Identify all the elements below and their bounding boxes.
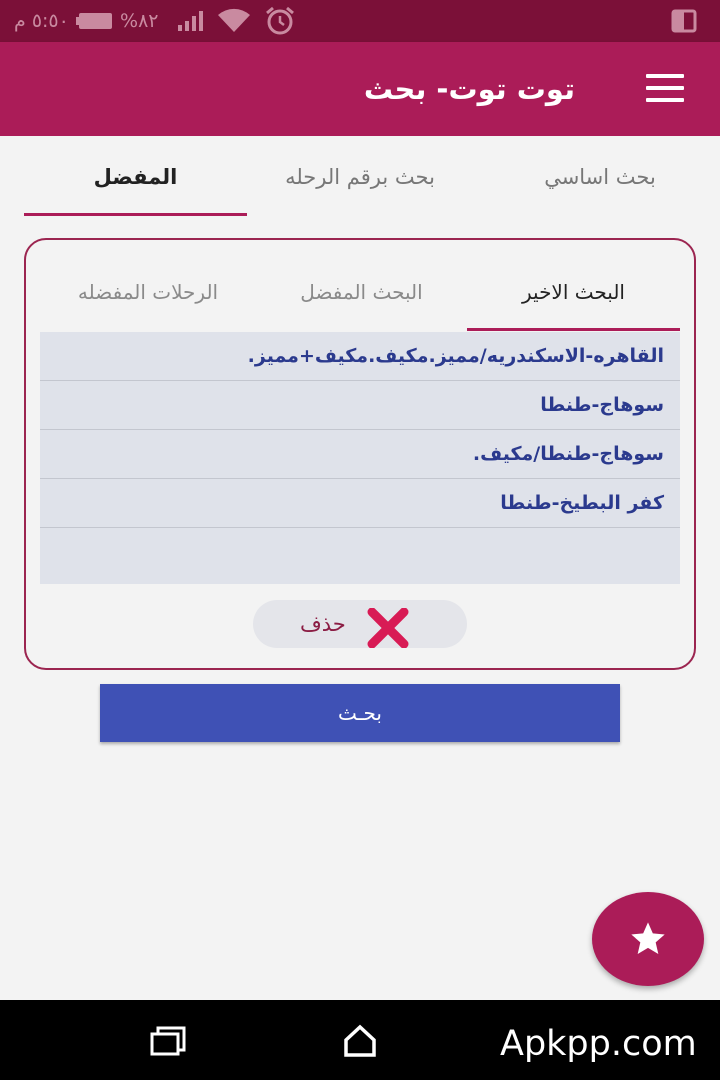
search-history-list [40, 332, 680, 584]
search-button[interactable]: بحـث [100, 684, 620, 742]
sim-icon [670, 0, 700, 42]
star-icon [628, 919, 668, 959]
home-icon[interactable] [342, 1024, 378, 1062]
wifi-icon [216, 0, 252, 42]
status-bar [0, 0, 720, 42]
main-tabs [0, 136, 720, 218]
favorite-fab-button[interactable] [592, 892, 704, 986]
alarm-icon [264, 0, 296, 42]
history-item[interactable]: القاهره-الاسكندريه/مميز.مكيف.مكيف+مميز. [40, 332, 680, 381]
history-item[interactable]: سوهاج-طنطا/مكيف. [40, 430, 680, 479]
status-time: ٥:٥٠ م [14, 10, 69, 32]
battery-icon [76, 0, 114, 42]
subtab-recent-search[interactable]: البحث الاخير [522, 280, 625, 304]
subtab-favorite-trips[interactable]: الرحلات المفضله [77, 280, 219, 304]
history-item[interactable]: كفر البطيخ-طنطا [40, 479, 680, 528]
active-subtab-indicator [467, 328, 680, 331]
app-bar [0, 42, 720, 136]
page-title: توت توت- بحث [363, 72, 575, 106]
watermark: Apkpp.com [500, 1024, 697, 1064]
subtab-favorite-search[interactable]: البحث المفضل [300, 280, 423, 304]
signal-icon [176, 0, 208, 42]
tab-trip-number-search[interactable]: بحث برقم الرحله [285, 165, 435, 189]
delete-button-label: حذف [300, 612, 346, 636]
active-tab-indicator [24, 213, 247, 216]
menu-icon[interactable] [644, 74, 686, 104]
recents-icon[interactable] [150, 1026, 186, 1060]
tab-favorites[interactable]: المفضل [93, 165, 178, 189]
close-x-icon [366, 608, 410, 648]
history-item-empty [40, 528, 680, 577]
battery-percent: %٨٢ [120, 10, 159, 32]
tab-basic-search[interactable]: بحث اساسي [544, 165, 656, 189]
delete-button[interactable] [253, 600, 467, 648]
history-item[interactable]: سوهاج-طنطا [40, 381, 680, 430]
